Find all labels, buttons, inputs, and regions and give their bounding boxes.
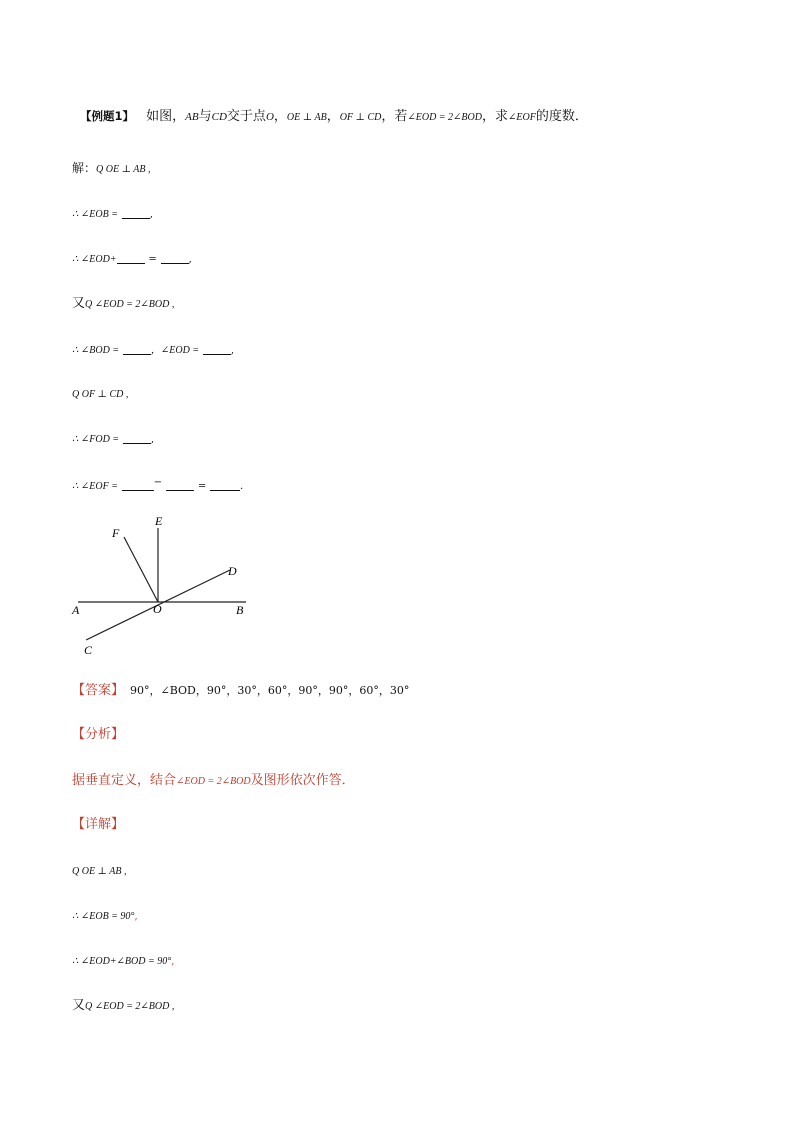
problem-text-1: 如图， — [146, 109, 186, 124]
comma: , — [171, 956, 175, 967]
answer-blank[interactable] — [210, 478, 240, 491]
problem-math-of-perp: OF ⊥ CD — [339, 112, 382, 123]
answer-blank[interactable] — [117, 251, 145, 264]
answer-blank[interactable] — [122, 478, 154, 491]
answer-line — [72, 681, 409, 700]
solution-step7-math: ∴ ∠FOD = — [72, 434, 120, 445]
problem-sep-2: ， — [326, 109, 340, 124]
solution-step-3 — [72, 249, 192, 269]
problem-text-2: 与 — [198, 109, 212, 124]
answer-blank[interactable] — [123, 431, 151, 444]
solution-step-8 — [72, 474, 243, 496]
analysis-text — [72, 771, 355, 791]
label-e: E — [155, 514, 163, 528]
detail-line-3 — [72, 951, 174, 971]
label-d: D — [228, 564, 237, 578]
problem-tag: 【例题1】 — [80, 109, 135, 123]
answer-label: 【答案】 — [72, 683, 125, 698]
answer-blank[interactable] — [203, 342, 231, 355]
solution-step3-math: ∴ ∠EOD+ — [72, 254, 117, 265]
solution-step-1 — [72, 159, 151, 179]
solution-step-7 — [72, 429, 154, 449]
answer-blank[interactable] — [166, 478, 194, 491]
analysis-label: 【分析】 — [72, 727, 125, 742]
label-o: O — [153, 602, 162, 616]
solution-step-6 — [72, 384, 128, 404]
problem-text-5: ，求 — [481, 109, 508, 124]
label-c: C — [84, 643, 93, 657]
problem-math-o: O — [265, 111, 274, 123]
detail-line1-math: Q OE ⊥ AB , — [72, 866, 127, 877]
comma: , — [134, 911, 138, 922]
problem-text-4: ，若 — [381, 109, 408, 124]
solution-step8-math: ∴ ∠EOF = — [72, 481, 118, 492]
solution-step5-math: ∴ ∠BOD = — [72, 345, 120, 356]
equals-sign: = — [148, 254, 157, 265]
problem-math-cd: CD — [211, 111, 227, 123]
problem-statement — [80, 107, 588, 127]
label-f: F — [112, 526, 120, 540]
label-a: A — [72, 603, 80, 617]
solution-step-2 — [72, 204, 153, 224]
problem-math-ab: AB — [185, 111, 199, 123]
minus-sign: − — [153, 477, 163, 488]
problem-math-condition: ∠EOD = 2∠BOD — [407, 112, 482, 123]
solution-step-5 — [72, 340, 234, 360]
comma: , — [149, 209, 153, 220]
comma: , — [230, 345, 235, 356]
problem-math-oe-perp: OE ⊥ AB — [286, 112, 327, 123]
solution-step4-prefix: 又 — [72, 296, 86, 311]
detail-line-2 — [72, 906, 138, 926]
answer-blank[interactable] — [122, 206, 150, 219]
analysis-text-1: 据垂直定义，结合 — [72, 773, 177, 788]
equals-sign: = — [197, 481, 207, 492]
detail-line4-math: Q ∠EOD = 2∠BOD , — [85, 1001, 175, 1012]
problem-text-6: 的度数． — [535, 109, 588, 124]
problem-text-3: 交于点 — [226, 109, 266, 124]
comma: , — [188, 254, 192, 265]
detail-line2-math: ∴ ∠EOB = 90° — [72, 911, 135, 922]
detail-line-4 — [72, 996, 174, 1016]
solution-step4-math: Q ∠EOD = 2∠BOD , — [85, 299, 175, 310]
detail-line4-prefix: 又 — [72, 998, 86, 1013]
analysis-math: ∠EOD = 2∠BOD — [176, 776, 251, 787]
detail-line-1 — [72, 861, 127, 881]
analysis-text-2: 及图形依次作答． — [250, 773, 355, 788]
solution-step2-math: ∴ ∠EOB = — [72, 209, 118, 220]
solution-step5-mid: ，∠EOD = — [150, 345, 200, 356]
comma: , — [150, 434, 155, 445]
answer-blank[interactable] — [161, 251, 189, 264]
solution-step1-math: Q OE ⊥ AB , — [96, 164, 151, 175]
solution-step6-math: Q OF ⊥ CD , — [72, 389, 129, 400]
answer-blank[interactable] — [123, 342, 151, 355]
problem-math-eof: ∠EOF — [507, 112, 536, 123]
period: . — [240, 481, 244, 492]
detail-line3-math: ∴ ∠EOD+∠BOD = 90° — [72, 956, 172, 967]
answer-values: 90°，∠BOD，90°，30°，60°，90°，90°，60°，30° — [130, 684, 410, 697]
geometry-figure — [66, 510, 266, 660]
solution-step-4 — [72, 294, 174, 314]
solution-intro: 解： — [72, 161, 97, 175]
label-b: B — [236, 603, 244, 617]
detail-label: 【详解】 — [72, 817, 125, 832]
problem-sep-1: ， — [273, 109, 287, 124]
ray-of — [124, 537, 158, 602]
